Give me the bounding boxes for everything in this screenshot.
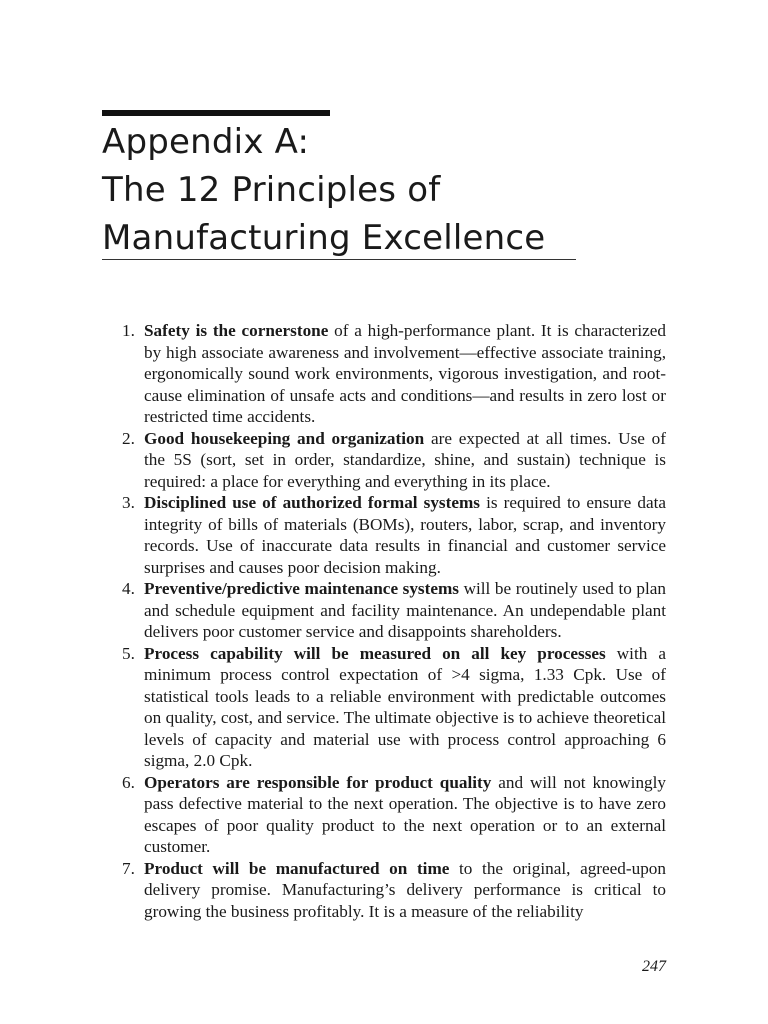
principle-heading: Good housekeeping and organization [144,428,425,448]
title-bottom-rule [102,259,576,260]
principle-item-1 [122,320,666,428]
principle-text: of a high-performance plant. It is characterized by high associate awareness and involvement—effective associate training, ergonomically sound work environments, vigorous investigation, and root-cause elimination of unsafe acts and conditions—and results in zero lost or restricted time accidents. [144,321,666,426]
principle-text: is required to ensure data integrity of bills of materials (BOMs), routers, labor, scrap, and inventory records. Use of inaccurate data results in financial and customer service surprises and causes poor decision making. [144,493,666,577]
principle-heading: Operators are responsible for product quality [144,772,492,792]
chapter-title-line-3: Manufacturing Excellence [102,218,546,258]
principle-number: 1. [122,321,135,340]
principle-text: will be routinely used to plan and schedule equipment and facility maintenance. An undependable plant delivers poor customer service and disappoints shareholders. [144,579,666,641]
principle-number: 5. [122,643,135,663]
principle-item-5 [122,643,666,772]
chapter-title-line-1: Appendix A: [102,122,310,162]
page-number: 247 [642,958,666,975]
principle-item-7 [122,858,666,923]
chapter-title-line-2: The 12 Principles of [102,170,441,210]
principle-text: are expected at all times. Use of the 5S (sort, set in order, standardize, shine, and sustain) technique is required: a place for everything and everything in its place. [144,428,667,491]
principle-number: 7. [122,858,135,878]
principle-item-2 [122,428,667,493]
title-top-rule [102,110,330,116]
chapter-title [102,118,582,262]
principle-text: and will not knowingly pass defective material to the next operation. The objective is to have zero escapes of poor quality product to the next operation or to an external customer. [144,772,667,856]
principle-heading: Disciplined use of authorized formal systems [144,493,480,512]
principles-list [122,320,667,922]
principle-heading: Process capability will be measured on all key processes [144,643,606,663]
principle-text: with a minimum process control expectation of >4 sigma, 1.33 Cpk. Use of statistical tools leads to a reliable environment with predictable outcomes on quality, cost, and service. The ultimate objective is to achieve theoretical levels of capacity and material use with process control approaching 6 sigma, 2.0 Cpk. [144,643,666,770]
principle-number: 2. [122,428,135,448]
principle-item-4 [122,578,666,643]
principle-heading: Product will be manufactured on time [144,858,450,878]
principle-number: 6. [122,772,135,792]
principle-heading: Preventive/predictive maintenance systems [144,579,459,598]
principle-text: to the original, agreed-upon delivery promise. Manufacturing’s delivery performance is critical to growing the business profitably. It is a measure of the reliability [144,858,666,921]
principle-number: 3. [122,493,135,512]
principle-number: 4. [122,579,135,598]
principle-heading: Safety is the cornerstone [144,321,329,340]
principle-item-6 [122,772,667,858]
principle-item-3 [122,492,666,578]
